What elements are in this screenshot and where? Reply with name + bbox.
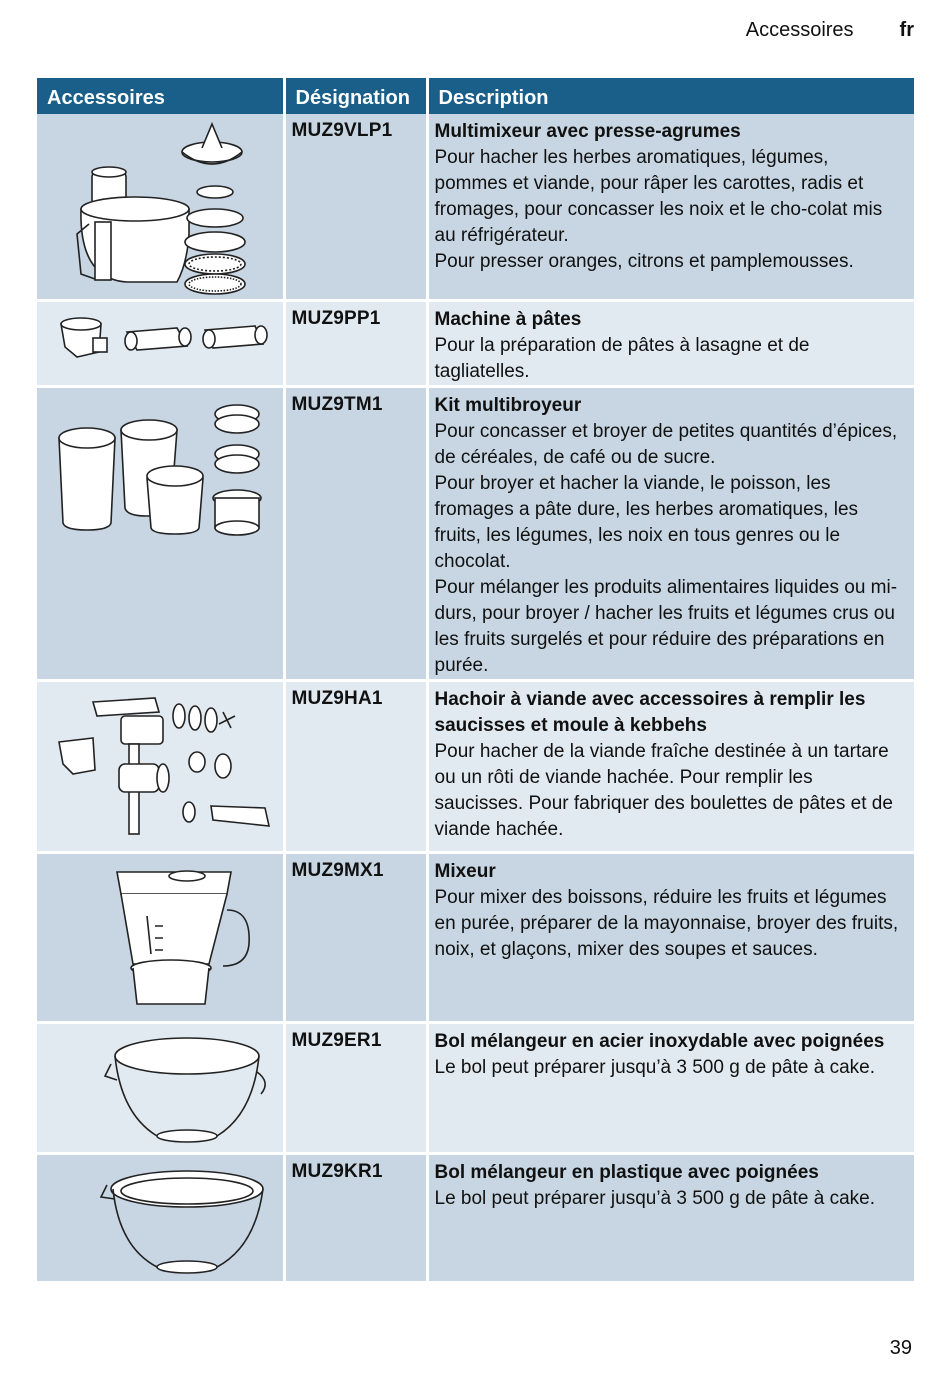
product-code: MUZ9ER1 [284,1022,427,1153]
product-code: MUZ9TM1 [284,386,427,680]
description-paragraph: Pour mélanger les produits alimentaires liquides ou mi-durs, pour broyer / hacher les fruits et légumes crus ou les fruits surgelés et pour réduire des préparations en purée. [434,576,898,676]
product-code: MUZ9HA1 [284,680,427,852]
product-code: MUZ9KR1 [284,1153,427,1282]
page-number: 39 [889,1337,912,1359]
product-description [427,1153,914,1282]
description-paragraph: Pour hacher de la viande fraîche destinée à un tartare ou un rôti de viande hachée. Pour remplir les saucisses. Pour fabriquer des boulettes de pâtes et de viande hachée. [434,740,893,840]
product-description [427,1022,914,1153]
description-paragraph: Le bol peut préparer jusqu’à 3 500 g de pâte à cake. [434,1056,875,1078]
product-code: MUZ9VLP1 [284,114,427,300]
table-row [37,300,914,386]
product-code: MUZ9PP1 [284,300,427,386]
product-title: Hachoir à viande avec accessoires à remplir les saucisses et moule à kebbehs [434,688,866,736]
product-description [427,680,914,852]
description-paragraph: Le bol peut préparer jusqu’à 3 500 g de pâte à cake. [434,1187,875,1209]
accessory-image-cell [37,300,284,386]
accessory-image-cell [37,680,284,852]
description-paragraph: Pour hacher les herbes aromatiques, légumes, pommes et viande, pour râper les carottes, radis et fromages, pour concasser les noix et le cho-colat mis au réfrigérateur. [434,147,883,246]
header-accessoires: Accessoires [37,78,284,114]
description-paragraph: Pour broyer et hacher la viande, le poisson, les fromages a pâte dure, les herbes aromatiques, les fruits, les légumes, les noix en tous genres ou le chocolat. [434,472,859,572]
header-description: Description [427,78,914,114]
plastic-bowl-icon [37,1155,281,1281]
product-title: Mixeur [434,860,496,882]
product-title: Bol mélangeur en plastique avec poignées [434,1161,819,1183]
product-title: Multimixeur avec presse-agrumes [434,121,741,142]
table-row [37,852,914,1022]
table-header-row [37,78,914,114]
table-row [37,114,914,300]
product-description [427,852,914,1022]
running-head-section: Accessoires [745,18,854,41]
table-row [37,680,914,852]
description-paragraph: Pour mixer des boissons, réduire les fruits et légumes en purée, préparer de la mayonnaise, broyer des fruits, noix, et glaçons, mixer des soupes et sauces. [434,886,899,960]
description-paragraph: Pour presser oranges, citrons et pamplemousses. [434,251,854,272]
accessory-image-cell [37,1153,284,1282]
running-head [746,16,914,44]
product-description [427,300,914,386]
product-code: MUZ9MX1 [284,852,427,1022]
running-head-lang: fr [899,18,914,41]
header-designation: Désignation [284,78,427,114]
product-description [427,114,914,300]
description-paragraph: Pour concasser et broyer de petites quantités d’épices, de céréales, de café ou de sucre. [434,420,898,468]
meat-mincer-icon [37,682,281,851]
accessory-image-cell [37,114,284,300]
product-title: Kit multibroyeur [434,394,582,416]
product-title: Machine à pâtes [434,308,582,330]
table-row [37,1153,914,1282]
product-title: Bol mélangeur en acier inoxydable avec poignées [434,1030,885,1052]
accessory-image-cell [37,386,284,680]
product-description [427,386,914,680]
description-paragraph: Pour la préparation de pâtes à lasagne et de tagliatelles. [434,334,810,382]
accessory-image-cell [37,1022,284,1153]
stainless-steel-bowl-icon [37,1024,281,1152]
pasta-machine-icon [37,302,281,380]
accessory-image-cell [37,852,284,1022]
grinder-kit-icon [37,388,281,675]
table-row [37,386,914,680]
accessories-table [37,78,914,1284]
blender-icon [37,854,281,1021]
food-processor-citrus-press-icon [37,114,281,297]
table-row [37,1022,914,1153]
